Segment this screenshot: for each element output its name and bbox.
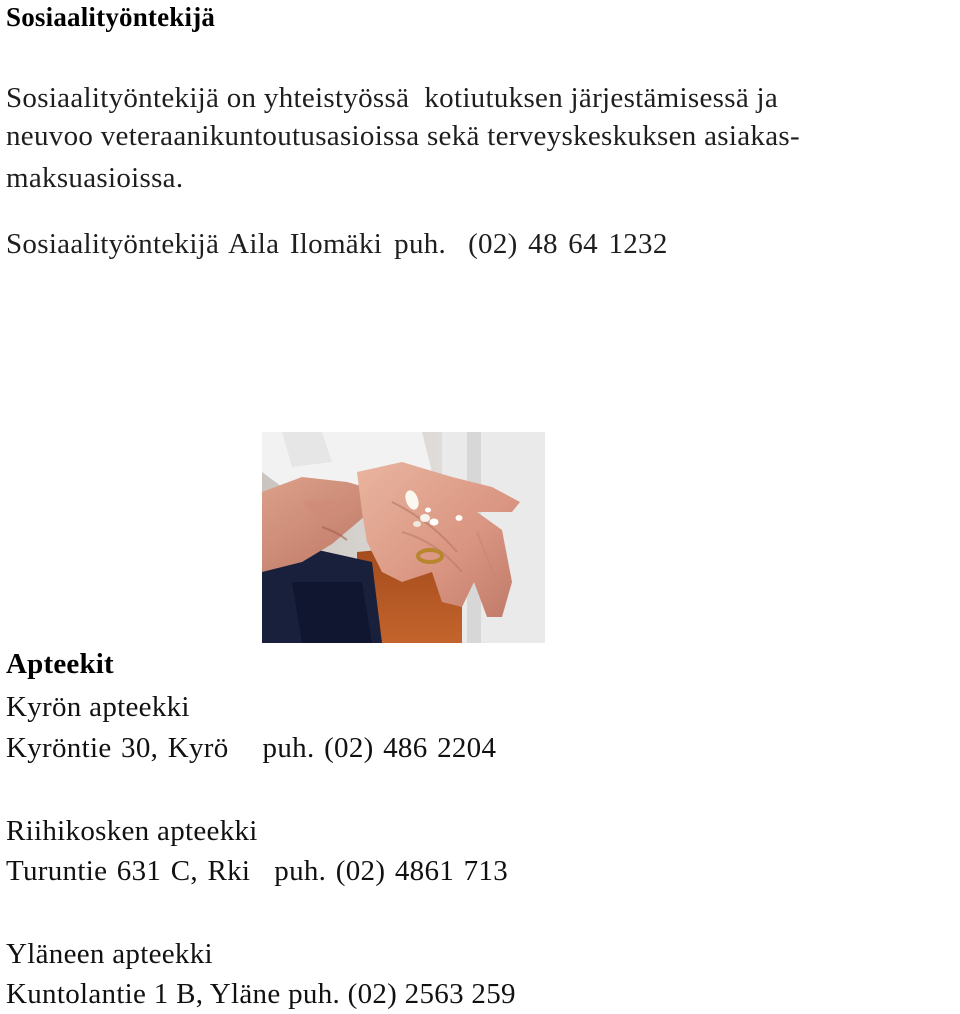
pharmacy-phone: (02) 2563 259 bbox=[347, 978, 516, 1010]
phone-label: puh. bbox=[274, 855, 327, 887]
social-worker-phone: (02) 48 64 1232 bbox=[468, 228, 668, 260]
pharmacy-name: Riihikosken apteekki bbox=[6, 815, 258, 847]
pharmacy-name: Yläneen apteekki bbox=[6, 938, 213, 970]
hand-holding-pills-image bbox=[262, 432, 545, 643]
intro-line-1: Sosiaalityöntekijä on yhteistyössä kotiutuksen järjestämisessä ja bbox=[6, 82, 779, 114]
social-worker-contact bbox=[6, 230, 668, 259]
pharmacy-address: Kuntolantie 1 B, Yläne bbox=[6, 978, 281, 1010]
phone-label: puh. bbox=[288, 978, 341, 1010]
phone-label: puh. bbox=[394, 228, 447, 260]
pharmacies-heading: Apteekit bbox=[6, 648, 114, 680]
pharmacy-address-line bbox=[6, 857, 508, 886]
pharmacy-address-line bbox=[6, 734, 496, 763]
pharmacy-address-line bbox=[6, 980, 516, 1009]
pharmacy-address: Kyröntie 30, Kyrö bbox=[6, 732, 229, 764]
section-heading-social-worker: Sosiaalityöntekijä bbox=[6, 2, 216, 32]
pharmacy-phone: (02) 486 2204 bbox=[324, 732, 497, 764]
intro-line-2: neuvoo veteraanikuntoutusasioissa sekä terveyskeskuksen asiakas- bbox=[6, 120, 800, 152]
phone-label: puh. bbox=[262, 732, 315, 764]
pharmacy-phone: (02) 4861 713 bbox=[335, 855, 509, 887]
pharmacy-name: Kyrön apteekki bbox=[6, 691, 190, 723]
pharmacy-address: Turuntie 631 C, Rki bbox=[6, 855, 251, 887]
social-worker-name: Sosiaalityöntekijä Aila Ilomäki bbox=[6, 228, 383, 260]
pills-photo bbox=[262, 432, 545, 643]
intro-line-3: maksuasioissa. bbox=[6, 162, 184, 194]
